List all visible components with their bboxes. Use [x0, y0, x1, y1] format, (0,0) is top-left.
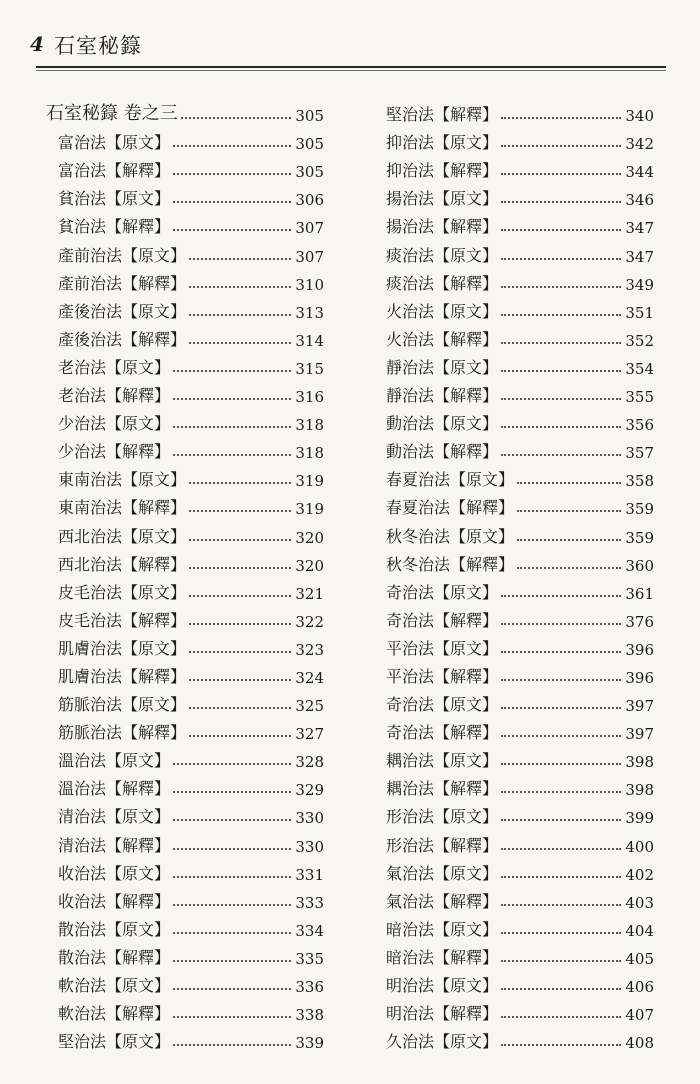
toc-entry-page: 361: [625, 584, 654, 603]
toc-entry: [386, 266, 654, 294]
toc-entry: [386, 547, 654, 575]
dot-leader: [517, 539, 621, 541]
dot-leader: [501, 398, 621, 400]
toc-entry: [386, 97, 654, 125]
toc-entry-page: 305: [295, 135, 324, 154]
toc-entry-title: 富治法【解釋】: [58, 161, 171, 181]
toc-entry-title: 老治法【原文】: [58, 357, 171, 377]
toc-entry-page: 352: [625, 331, 654, 350]
toc-entry-title: 皮毛治法【解釋】: [58, 610, 187, 630]
dot-leader: [173, 819, 291, 821]
dot-leader: [501, 848, 621, 850]
toc-entry-title: 收治法【原文】: [58, 863, 171, 883]
toc-entry-title: 清治法【原文】: [58, 807, 171, 827]
toc-entry: [386, 603, 654, 631]
toc-entry-page: 307: [295, 219, 324, 238]
toc-entry: [386, 518, 654, 546]
toc-entry-title: 肌膚治法【原文】: [58, 638, 187, 658]
toc-entry-page: 342: [625, 135, 654, 154]
toc-entry: [46, 237, 324, 265]
dot-leader: [189, 623, 291, 625]
toc-entry-title: 東南治法【原文】: [58, 470, 187, 490]
toc-entry-page: 406: [625, 978, 654, 996]
toc-entry: [386, 743, 654, 771]
toc-entry-page: 338: [295, 1006, 324, 1025]
dot-leader: [189, 707, 291, 709]
dot-leader: [173, 848, 291, 850]
toc-entry-page: 335: [295, 949, 324, 968]
dot-leader: [173, 370, 291, 372]
toc-entry-page: 320: [295, 528, 324, 547]
book-title: 石室秘籙: [54, 34, 142, 58]
toc-section-heading: [46, 97, 324, 125]
dot-leader: [189, 482, 291, 484]
dot-leader: [189, 567, 291, 569]
toc-entry: [386, 462, 654, 490]
toc-entry-page: 324: [295, 668, 324, 687]
toc-entry-page: 405: [625, 949, 654, 968]
dot-leader: [501, 763, 621, 765]
toc-entry: [386, 322, 654, 350]
toc-entry-title: 筋脈治法【解釋】: [58, 723, 187, 743]
dot-leader: [173, 145, 291, 147]
toc-entry-page: 347: [625, 247, 654, 266]
toc-entry-title: 動治法【解釋】: [386, 442, 499, 462]
toc-entry-title: 形治法【解釋】: [386, 835, 499, 855]
dot-leader: [189, 651, 291, 653]
toc-entry-title: 軟治法【解釋】: [58, 1004, 171, 1024]
toc-entry-page: 336: [295, 978, 324, 996]
dot-leader: [501, 988, 621, 990]
toc-entry-page: 330: [295, 809, 324, 828]
toc-entry: [46, 631, 324, 659]
toc-entry-page: 399: [625, 809, 654, 828]
toc-entry-page: 347: [625, 219, 654, 238]
toc-entry-title: 明治法【原文】: [386, 976, 499, 995]
toc-entry-page: 356: [625, 416, 654, 435]
toc-entry: [386, 434, 654, 462]
dot-leader: [189, 595, 291, 597]
dot-leader: [501, 1016, 621, 1018]
toc-entry-title: 堅治法【原文】: [58, 1032, 171, 1052]
toc-entry-page: 397: [625, 725, 654, 744]
toc-entry-page: 321: [295, 584, 324, 603]
dot-leader: [173, 173, 291, 175]
toc-entry-title: 貧治法【解釋】: [58, 217, 171, 237]
toc-entry-page: 398: [625, 781, 654, 800]
toc-entry-title: 痰治法【解釋】: [386, 273, 499, 293]
toc-entry-title: 痰治法【原文】: [386, 245, 499, 265]
toc-entry: [386, 884, 654, 912]
toc-entry-title: 軟治法【原文】: [58, 976, 171, 995]
toc-entry: [46, 350, 324, 378]
toc-entry: [386, 940, 654, 968]
toc-entry: [386, 968, 654, 996]
toc-entry-title: 平治法【解釋】: [386, 666, 499, 686]
toc-entry-title: 揚治法【解釋】: [386, 217, 499, 237]
toc-entry-page: 315: [295, 359, 324, 378]
toc-entry-title: 少治法【原文】: [58, 414, 171, 434]
toc-entry-title: 氣治法【解釋】: [386, 891, 499, 911]
toc-entry-title: 貧治法【原文】: [58, 189, 171, 209]
toc-entry: [46, 715, 324, 743]
toc-entry-title: 奇治法【解釋】: [386, 723, 499, 743]
toc-entry-page: 376: [625, 612, 654, 631]
toc-entry-title: 散治法【原文】: [58, 919, 171, 939]
toc-entry: [46, 547, 324, 575]
toc-entry: [46, 659, 324, 687]
toc-left-column: [46, 97, 324, 1052]
toc-entry-page: 329: [295, 781, 324, 800]
dot-leader: [501, 286, 621, 288]
dot-leader: [501, 932, 621, 934]
dot-leader: [501, 370, 621, 372]
toc-entry: [46, 575, 324, 603]
toc-entry-page: 407: [625, 1006, 654, 1025]
toc-entry-page: 354: [625, 359, 654, 378]
toc-entry-title: 老治法【解釋】: [58, 386, 171, 406]
toc-entry-title: 奇治法【解釋】: [386, 610, 499, 630]
dot-leader: [173, 229, 291, 231]
dot-leader: [173, 1044, 291, 1046]
dot-leader: [501, 651, 621, 653]
dot-leader: [501, 623, 621, 625]
toc-entry-title: 收治法【解釋】: [58, 891, 171, 911]
page-number: 4: [30, 32, 44, 56]
toc-entry-title: 溫治法【原文】: [58, 751, 171, 771]
dot-leader: [501, 791, 621, 793]
toc-entry-page: 403: [625, 893, 654, 912]
toc-entry: [386, 715, 654, 743]
dot-leader: [173, 904, 291, 906]
toc-entry-page: 319: [295, 500, 324, 519]
toc-entry-page: 323: [295, 640, 324, 659]
dot-leader: [501, 258, 621, 260]
dot-leader: [189, 314, 291, 316]
toc-entry: [46, 378, 324, 406]
toc-entry-title: 西北治法【原文】: [58, 526, 187, 546]
dot-leader: [517, 567, 621, 569]
toc-entry-title: 溫治法【解釋】: [58, 779, 171, 799]
toc-entry-title: 產後治法【原文】: [58, 301, 187, 321]
toc-entry: [46, 1024, 324, 1052]
toc-entry-page: 351: [625, 303, 654, 322]
toc-entry-page: 319: [295, 472, 324, 491]
dot-leader: [501, 960, 621, 962]
toc-entry: [386, 912, 654, 940]
toc-entry: [386, 209, 654, 237]
toc-entry: [386, 799, 654, 827]
toc-entry-title: 奇治法【原文】: [386, 695, 499, 715]
toc-entry: [386, 181, 654, 209]
dot-leader: [181, 117, 291, 119]
toc-entry: [386, 575, 654, 603]
toc-entry-page: 397: [625, 697, 654, 716]
dot-leader: [173, 398, 291, 400]
toc-entry-page: 396: [625, 668, 654, 687]
toc-entry: [46, 181, 324, 209]
dot-leader: [173, 1016, 291, 1018]
toc-entry-title: 筋脈治法【原文】: [58, 695, 187, 715]
dot-leader: [173, 960, 291, 962]
dot-leader: [501, 679, 621, 681]
dot-leader: [501, 201, 621, 203]
dot-leader: [517, 510, 621, 512]
toc-entry-title: 春夏治法【解釋】: [386, 498, 515, 518]
toc-entry: [46, 462, 324, 490]
toc-entry: [46, 912, 324, 940]
toc-entry-title: 肌膚治法【解釋】: [58, 666, 187, 686]
toc-entry-page: 333: [295, 893, 324, 912]
toc-entry-title: 形治法【原文】: [386, 807, 499, 827]
dot-leader: [189, 342, 291, 344]
toc-entry: [46, 743, 324, 771]
toc-entry-title: 揚治法【原文】: [386, 189, 499, 209]
toc-entry-title: 動治法【原文】: [386, 414, 499, 434]
dot-leader: [501, 145, 621, 147]
toc-entry-page: 346: [625, 191, 654, 210]
toc-entry: [46, 968, 324, 996]
toc-entry: [46, 518, 324, 546]
toc-entry-page: 322: [295, 612, 324, 631]
dot-leader: [501, 454, 621, 456]
toc-entry-page: 396: [625, 640, 654, 659]
dot-leader: [189, 258, 291, 260]
dot-leader: [501, 595, 621, 597]
toc-entry: [46, 153, 324, 181]
toc-entry: [386, 125, 654, 153]
toc-entry: [46, 209, 324, 237]
dot-leader: [173, 988, 291, 990]
toc-entry-page: 358: [625, 472, 654, 491]
dot-leader: [501, 819, 621, 821]
toc-entry: [386, 294, 654, 322]
toc-entry-title: 奇治法【原文】: [386, 582, 499, 602]
toc-entry: [46, 827, 324, 855]
toc-entry: [386, 659, 654, 687]
toc-entry-title: 抑治法【解釋】: [386, 161, 499, 181]
toc-entry-title: 皮毛治法【原文】: [58, 582, 187, 602]
dot-leader: [501, 876, 621, 878]
toc-entry-page: 305: [295, 107, 324, 126]
dot-leader: [501, 707, 621, 709]
toc-entry-page: 314: [295, 331, 324, 350]
dot-leader: [501, 735, 621, 737]
dot-leader: [173, 932, 291, 934]
toc-entry-page: 340: [625, 107, 654, 126]
toc-entry-title: 暗治法【解釋】: [386, 947, 499, 967]
toc-entry: [46, 266, 324, 294]
toc-entry: [46, 294, 324, 322]
toc-entry-page: 349: [625, 275, 654, 294]
dot-leader: [173, 763, 291, 765]
toc-entry: [386, 687, 654, 715]
dot-leader: [173, 876, 291, 878]
toc-entry-page: 334: [295, 921, 324, 940]
toc-entry-title: 平治法【原文】: [386, 638, 499, 658]
toc-entry-page: 355: [625, 388, 654, 407]
toc-entry-page: 327: [295, 725, 324, 744]
toc-entry: [46, 799, 324, 827]
toc-entry: [46, 940, 324, 968]
page-header: [30, 28, 670, 68]
toc-entry: [386, 631, 654, 659]
dot-leader: [189, 679, 291, 681]
dot-leader: [189, 735, 291, 737]
dot-leader: [501, 173, 621, 175]
toc-entry-page: 360: [625, 556, 654, 575]
toc-entry: [46, 996, 324, 1024]
toc-entry-title: 氣治法【原文】: [386, 863, 499, 883]
toc-entry: [386, 996, 654, 1024]
toc-entry: [386, 771, 654, 799]
toc-entry-page: 313: [295, 303, 324, 322]
toc-entry-title: 耦治法【原文】: [386, 751, 499, 771]
toc-right-column: [386, 97, 654, 1052]
toc-entry-title: 火治法【原文】: [386, 301, 499, 321]
toc-entry-page: 359: [625, 528, 654, 547]
toc-entry-page: 404: [625, 921, 654, 940]
dot-leader: [189, 286, 291, 288]
toc-entry: [386, 406, 654, 434]
toc-entry-page: 402: [625, 865, 654, 884]
toc-entry-title: 清治法【解釋】: [58, 835, 171, 855]
toc-entry: [46, 771, 324, 799]
toc-entry-page: 408: [625, 1034, 654, 1053]
dot-leader: [501, 1044, 621, 1046]
dot-leader: [501, 342, 621, 344]
toc-entry-title: 堅治法【解釋】: [386, 105, 499, 125]
toc-entry-page: 320: [295, 556, 324, 575]
toc-entry: [386, 350, 654, 378]
toc-entry-page: 318: [295, 416, 324, 435]
dot-leader: [173, 791, 291, 793]
toc-entry: [386, 490, 654, 518]
toc-entry: [46, 856, 324, 884]
toc-entry: [46, 687, 324, 715]
toc-entry: [386, 856, 654, 884]
toc-entry: [46, 125, 324, 153]
toc-entry-title: 秋冬治法【解釋】: [386, 554, 515, 574]
toc-entry-page: 306: [295, 191, 324, 210]
dot-leader: [501, 229, 621, 231]
dot-leader: [189, 539, 291, 541]
toc-entry-page: 331: [295, 865, 324, 884]
toc-entry: [46, 406, 324, 434]
toc-entry-title: 火治法【解釋】: [386, 329, 499, 349]
header-rule-thin: [36, 70, 666, 71]
toc-entry-title: 暗治法【原文】: [386, 919, 499, 939]
dot-leader: [173, 426, 291, 428]
toc-entry: [46, 603, 324, 631]
toc-entry-title: 東南治法【解釋】: [58, 498, 187, 518]
toc-entry-title: 春夏治法【原文】: [386, 470, 515, 490]
toc-entry-title: 產前治法【解釋】: [58, 273, 187, 293]
toc-entry-title: 明治法【解釋】: [386, 1004, 499, 1024]
toc-entry: [386, 1024, 654, 1052]
toc-entry-page: 400: [625, 837, 654, 856]
toc-entry-page: 328: [295, 753, 324, 772]
toc-entry-title: 散治法【解釋】: [58, 947, 171, 967]
header-rule: [36, 66, 666, 68]
dot-leader: [501, 314, 621, 316]
toc-entry-page: 344: [625, 163, 654, 182]
toc-entry: [46, 490, 324, 518]
toc-entry-title: 久治法【原文】: [386, 1032, 499, 1052]
toc-entry: [386, 827, 654, 855]
dot-leader: [173, 454, 291, 456]
toc-entry-title: 抑治法【原文】: [386, 133, 499, 153]
dot-leader: [173, 201, 291, 203]
toc-entry-title: 耦治法【解釋】: [386, 779, 499, 799]
toc-entry-title: 產後治法【解釋】: [58, 329, 187, 349]
toc-entry-title: 產前治法【原文】: [58, 245, 187, 265]
dot-leader: [189, 510, 291, 512]
toc-entry-title: 靜治法【原文】: [386, 357, 499, 377]
toc-entry-title: 少治法【解釋】: [58, 442, 171, 462]
toc-entry-page: 316: [295, 388, 324, 407]
toc-entry-title: 秋冬治法【原文】: [386, 526, 515, 546]
toc-entry-title: 靜治法【解釋】: [386, 386, 499, 406]
dot-leader: [501, 904, 621, 906]
toc-entry-title: 石室秘籙 卷之三: [46, 103, 178, 125]
toc-entry-page: 330: [295, 837, 324, 856]
toc-entry-page: 357: [625, 444, 654, 463]
toc-entry-page: 310: [295, 275, 324, 294]
toc-entry: [386, 237, 654, 265]
toc-entry: [386, 153, 654, 181]
toc-entry-page: 325: [295, 697, 324, 716]
dot-leader: [517, 482, 621, 484]
toc-entry: [386, 378, 654, 406]
toc-entry-title: 富治法【原文】: [58, 133, 171, 153]
toc-entry: [46, 434, 324, 462]
toc-entry-page: 359: [625, 500, 654, 519]
toc-entry: [46, 322, 324, 350]
toc-entry-page: 398: [625, 753, 654, 772]
toc-entry: [46, 884, 324, 912]
toc-entry-page: 307: [295, 247, 324, 266]
toc-entry-page: 318: [295, 444, 324, 463]
toc-entry-page: 339: [295, 1034, 324, 1053]
toc-entry-page: 305: [295, 163, 324, 182]
toc-entry-title: 西北治法【解釋】: [58, 554, 187, 574]
dot-leader: [501, 117, 621, 119]
dot-leader: [501, 426, 621, 428]
